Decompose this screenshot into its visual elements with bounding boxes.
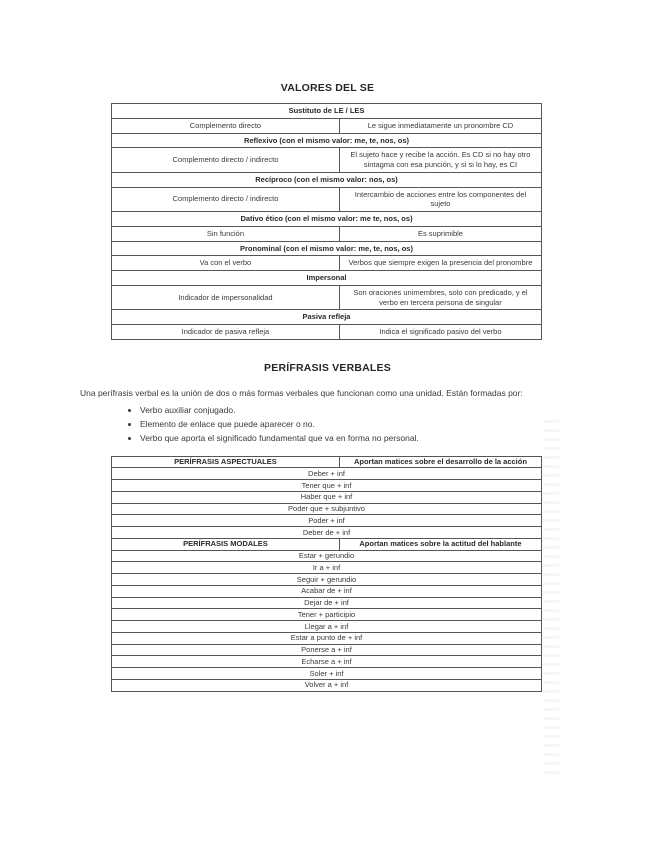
valores-pair-cell-right: Indica el significado pasivo del verbo (339, 325, 541, 340)
perifrasis-item-cell: Ir a + inf (112, 562, 542, 574)
perifrasis-item-row (112, 503, 542, 515)
perifrasis-item-cell: Estar a punto de + inf (112, 632, 542, 644)
perifrasis-intro-paragraph: Una perífrasis verbal es la unión de dos o más formas verbales que funcionan como una unidad. Están formadas por: (80, 387, 523, 398)
valores-pair-cell-right: Le sigue inmediatamente un pronombre CD (339, 118, 541, 133)
perifrasis-item-row (112, 585, 542, 597)
valores-pair-cell-right: Es suprimible (339, 226, 541, 241)
valores-group-cell: Reflexivo (con el mismo valor: me, te, nos, os) (112, 133, 542, 148)
valores-pair-cell-right: El sujeto hace y recibe la acción. Es CD si no hay otro sintagma con esa punción, y si si lo hay, es CI (339, 148, 541, 173)
bullet-item-3: • Verbo que aporta el significado fundamental que va en forma no personal. (140, 433, 655, 444)
perifrasis-item-row (112, 621, 542, 633)
valores-pair-cell-left: Complemento directo (112, 118, 340, 133)
valores-group-cell: Dativo ético (con el mismo valor: me te, nos, os) (112, 212, 542, 227)
perifrasis-header-cell-right: Aportan matices sobre el desarrollo de la acción (339, 456, 541, 468)
perifrasis-item-cell: Soler + inf (112, 668, 542, 680)
perifrasis-item-row (112, 679, 542, 691)
valores-group-row (112, 133, 542, 148)
valores-group-row (112, 310, 542, 325)
perifrasis-header-cell-left: PERÍFRASIS MODALES (112, 538, 340, 550)
perifrasis-bullet-list (0, 405, 655, 444)
perifrasis-header-cell-left: PERÍFRASIS ASPECTUALES (112, 456, 340, 468)
section-title-valores-del-se: VALORES DEL SE (280, 82, 375, 94)
valores-pair-row (112, 187, 542, 212)
perifrasis-item-row (112, 574, 542, 586)
valores-pair-cell-right: Intercambio de acciones entre los componentes del sujeto (339, 187, 541, 212)
perifrasis-item-row (112, 597, 542, 609)
perifrasis-item-row (112, 480, 542, 492)
perifrasis-item-row (112, 632, 542, 644)
perifrasis-item-row (112, 468, 542, 480)
valores-group-cell: Sustituto de LE / LES (112, 104, 542, 119)
valores-group-row (112, 271, 542, 286)
valores-pair-cell-right: Verbos que siempre exigen la presencia del pronombre (339, 256, 541, 271)
valores-group-row (112, 104, 542, 119)
perifrasis-item-cell: Volver a + inf (112, 679, 542, 691)
perifrasis-item-row (112, 656, 542, 668)
valores-pair-row (112, 285, 542, 310)
perifrasis-item-cell: Dejar de + inf (112, 597, 542, 609)
valores-group-cell: Recíproco (con el mismo valor: nos, os) (112, 172, 542, 187)
valores-pair-row (112, 118, 542, 133)
valores-pair-cell-left: Indicador de pasiva refleja (112, 325, 340, 340)
perifrasis-item-cell: Tener + participio (112, 609, 542, 621)
perifrasis-header-row (112, 456, 542, 468)
perifrasis-item-row (112, 668, 542, 680)
bullet-item-1: • Verbo auxiliar conjugado. (140, 405, 655, 416)
valores-del-se-table (111, 103, 542, 340)
valores-group-row (112, 241, 542, 256)
perifrasis-item-row (112, 527, 542, 539)
valores-pair-cell-left: Complemento directo / indirecto (112, 148, 340, 173)
perifrasis-header-row (112, 538, 542, 550)
bullet-item-2: • Elemento de enlace que puede aparecer o no. (140, 419, 655, 430)
perifrasis-item-cell: Ponerse a + inf (112, 644, 542, 656)
section-title-perifrasis-verbales: PERÍFRASIS VERBALES (264, 361, 391, 374)
perifrasis-item-cell: Acabar de + inf (112, 585, 542, 597)
valores-group-cell: Pasiva refleja (112, 310, 542, 325)
valores-pair-row (112, 226, 542, 241)
scan-noise-artifact (543, 420, 559, 780)
perifrasis-item-row (112, 491, 542, 503)
valores-pair-cell-left: Va con el verbo (112, 256, 340, 271)
valores-pair-cell-left: Sin función (112, 226, 340, 241)
valores-pair-cell-right: Son oraciones unimembres, solo con predicado, y el verbo en tercera persona de singular (339, 285, 541, 310)
valores-pair-row (112, 325, 542, 340)
perifrasis-item-row (112, 550, 542, 562)
perifrasis-item-cell: Estar + gerundio (112, 550, 542, 562)
valores-group-row (112, 212, 542, 227)
perifrasis-item-cell: Llegar a + inf (112, 621, 542, 633)
valores-group-cell: Pronominal (con el mismo valor: me, te, nos, os) (112, 241, 542, 256)
perifrasis-item-cell: Haber que + inf (112, 491, 542, 503)
perifrasis-item-row (112, 562, 542, 574)
valores-pair-row (112, 256, 542, 271)
perifrasis-item-cell: Poder + inf (112, 515, 542, 527)
valores-pair-row (112, 148, 542, 173)
perifrasis-table-body (112, 456, 542, 691)
perifrasis-item-row (112, 609, 542, 621)
perifrasis-item-cell: Tener que + inf (112, 480, 542, 492)
perifrasis-header-cell-right: Aportan matices sobre la actitud del hablante (339, 538, 541, 550)
perifrasis-item-cell: Echarse a + inf (112, 656, 542, 668)
perifrasis-item-row (112, 515, 542, 527)
valores-table-body (112, 104, 542, 340)
perifrasis-item-cell: Poder que + subjuntivo (112, 503, 542, 515)
perifrasis-verbales-table (111, 456, 542, 692)
valores-pair-cell-left: Complemento directo / indirecto (112, 187, 340, 212)
perifrasis-item-cell: Seguir + gerundio (112, 574, 542, 586)
perifrasis-item-cell: Deber + inf (112, 468, 542, 480)
valores-group-cell: Impersonal (112, 271, 542, 286)
perifrasis-item-row (112, 644, 542, 656)
valores-group-row (112, 172, 542, 187)
perifrasis-item-cell: Deber de + inf (112, 527, 542, 539)
valores-pair-cell-left: Indicador de impersonalidad (112, 285, 340, 310)
